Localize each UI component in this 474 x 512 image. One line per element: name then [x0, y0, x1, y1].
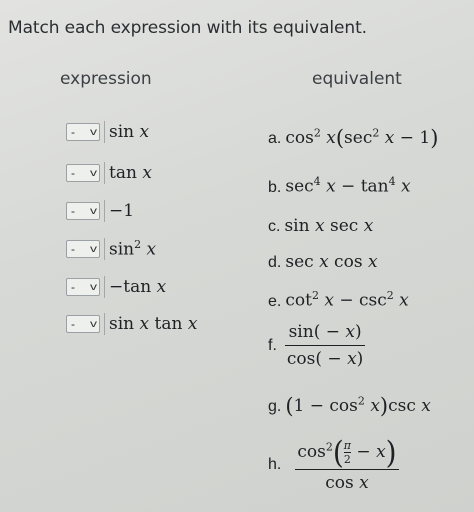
expression-row-1: [66, 122, 149, 142]
match-select-4[interactable]: - v: [66, 240, 100, 258]
chevron-down-icon: v: [90, 318, 97, 330]
expression-row-2: [66, 163, 152, 183]
chevron-down-icon: v: [90, 205, 97, 217]
expression-row-3: [66, 201, 134, 221]
expression-row-4: [66, 239, 156, 259]
equivalent-d: d. sec x cos x: [268, 252, 378, 272]
equivalent-e: e. $\cot^2 x - \csc^2 x$: [268, 289, 409, 311]
equivalent-b: b. $\sec^4 x - \tan^4 x$: [268, 175, 411, 197]
expression-header: expression: [60, 69, 152, 89]
chevron-down-icon: v: [90, 281, 97, 293]
equivalent-header: equivalent: [312, 69, 402, 89]
match-select-5[interactable]: - v: [66, 278, 100, 296]
expression-row-6: [66, 314, 197, 334]
equivalent-a: a. $\cos^2 x(\sec^2$ x − 1): [268, 126, 439, 150]
expression-3: −1: [109, 201, 135, 221]
equivalent-f: f. $\frac{\sin( - x)}{\cos( - x)}$: [268, 322, 364, 369]
equivalent-c: c. sin x sec x: [268, 216, 374, 236]
match-select-2[interactable]: - v: [66, 164, 100, 182]
expression-4: $\sin^2 x$: [109, 238, 157, 260]
expression-1: sin x: [109, 122, 150, 142]
match-select-6[interactable]: - v: [66, 315, 100, 333]
chevron-down-icon: v: [90, 126, 97, 138]
expression-row-5: [66, 277, 166, 297]
equivalent-h: h. $\cos^2(\pi$ 2 − x) cos x: [268, 434, 397, 493]
instructions: Match each expression with its equivalent.: [8, 18, 367, 38]
expression-6: sin x tan x: [109, 314, 198, 334]
equivalent-g: g. $(1 - \cos^2 x)\csc$ x: [268, 394, 431, 418]
match-select-1[interactable]: - v: [66, 123, 100, 141]
chevron-down-icon: v: [90, 243, 97, 255]
chevron-down-icon: v: [90, 167, 97, 179]
expression-5: −tan x: [109, 277, 167, 297]
match-select-3[interactable]: - v: [66, 202, 100, 220]
expression-2: tan x: [109, 163, 152, 183]
